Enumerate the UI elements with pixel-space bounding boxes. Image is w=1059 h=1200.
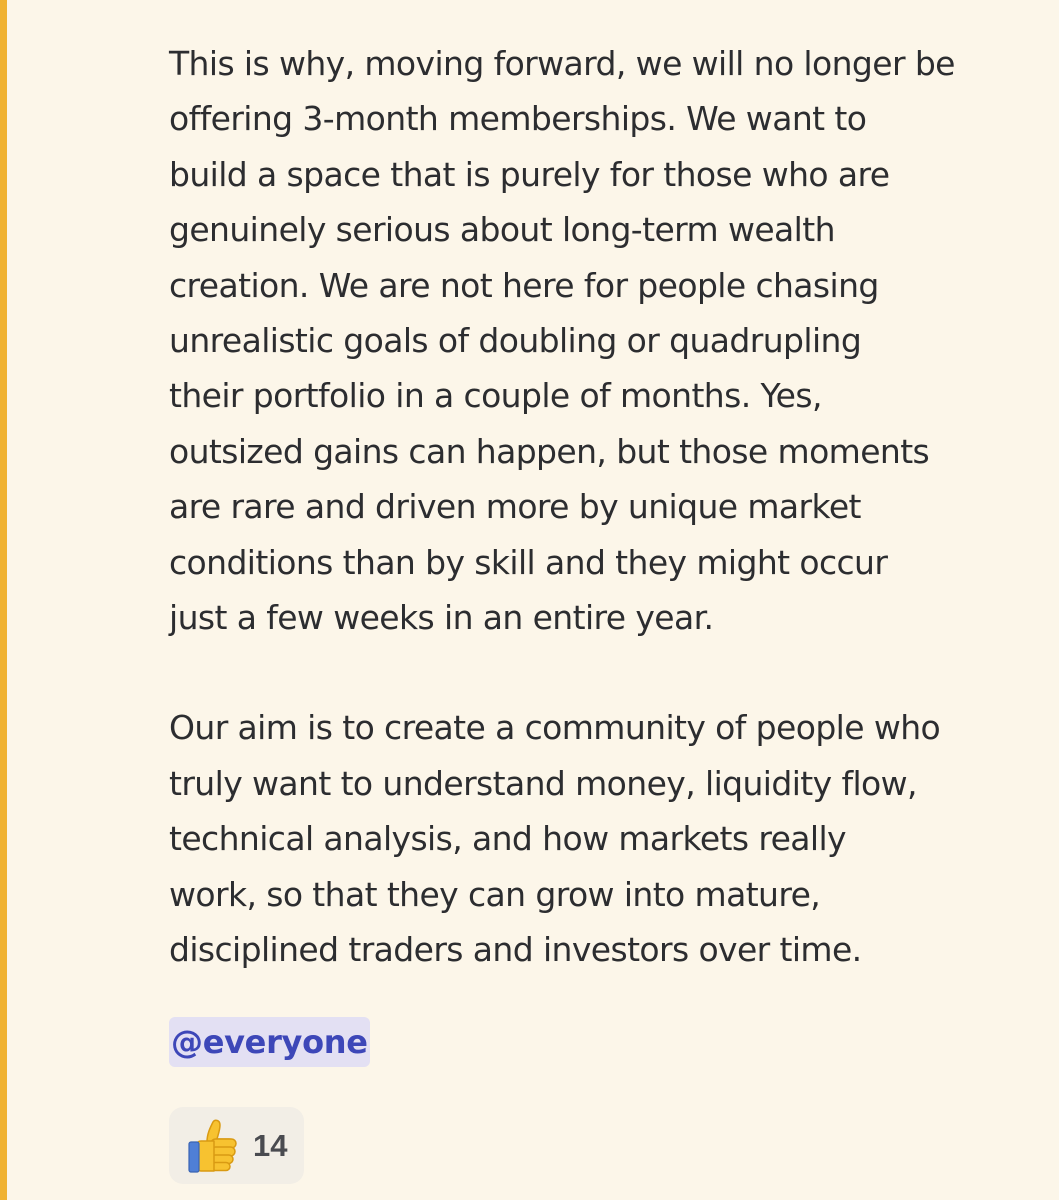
message-line: offering 3-month memberships. We want to [169,99,867,139]
message-line: work, so that they can grow into mature, [169,874,821,914]
message-body [169,36,1049,1069]
message-paragraph-1 [169,36,1049,645]
message-paragraph-2 [169,700,1049,977]
message-line: unrealistic goals of doubling or quadrupling [169,321,862,361]
everyone-mention[interactable]: @everyone [169,1017,370,1067]
message-line: build a space that is purely for those who are [169,154,890,194]
message-line: technical analysis, and how markets really [169,819,846,859]
message-line: disciplined traders and investors over time. [169,930,862,970]
message-line: truly want to understand money, liquidity flow, [169,763,917,803]
message-line: their portfolio in a couple of months. Yes, [169,376,822,416]
message-accent-bar [0,0,7,1200]
message-line: are rare and driven more by unique market [169,487,861,527]
message-line: This is why, moving forward, we will no longer be [169,44,955,83]
message-line: outsized gains can happen, but those moments [169,431,930,471]
message-line: genuinely serious about long-term wealth [169,210,835,250]
thumbs-up-icon [183,1116,243,1176]
message-line: conditions than by skill and they might occur [169,542,888,582]
mention-row [169,1017,1049,1069]
message-line: just a few weeks in an entire year. [169,598,714,638]
reaction-count: 14 [253,1127,288,1163]
message-line: Our aim is to create a community of people who [169,708,941,748]
paragraph-spacer [169,645,1049,700]
message-line: creation. We are not here for people chasing [169,265,879,305]
reaction-thumbs-up[interactable] [169,1107,304,1184]
